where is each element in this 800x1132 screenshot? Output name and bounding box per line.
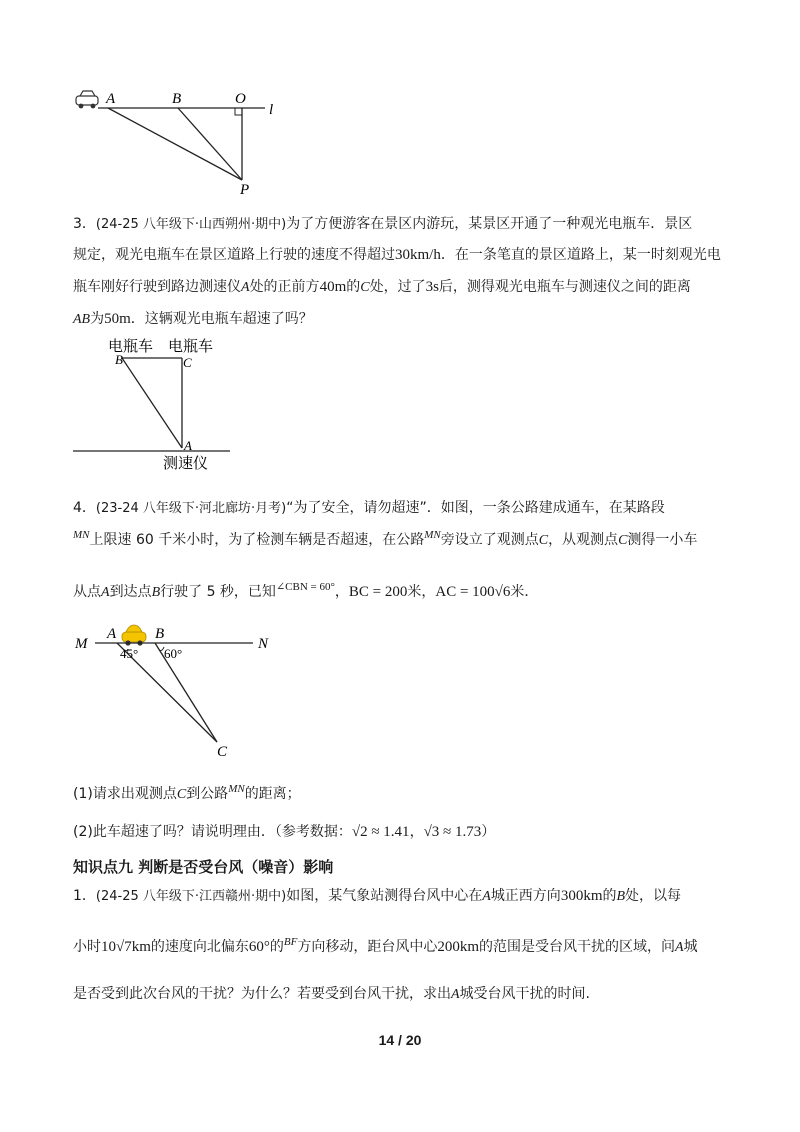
q4-text2b: 旁设立了观测点	[440, 532, 539, 548]
q3-text3b: 处的正前方	[249, 279, 320, 295]
q1-line3	[73, 980, 733, 1009]
fig1-label-o: O	[235, 91, 246, 107]
q1-line2	[73, 933, 733, 962]
q3-time: 3s	[425, 279, 439, 295]
fig2-label-b: B	[115, 352, 123, 367]
q3-line1	[73, 210, 733, 239]
q4-text2d: 测得一小车	[627, 532, 698, 548]
q1-text1a: 如图，某气象站测得台风中心在	[286, 888, 483, 904]
q4-c-1: C	[538, 533, 549, 548]
q3-text2a: 规定，观光电瓶车在景区道路上行驶的速度不得超过	[73, 247, 395, 263]
q1-text1d: 处，以每	[625, 888, 682, 904]
q3-line4	[73, 305, 733, 334]
q4-bc: BC = 200	[348, 584, 408, 600]
q1-a: A	[482, 889, 491, 904]
q1-radius: 200km	[437, 939, 480, 955]
q3-text3e: 后，测得观光电瓶车与测速仪之间的距离	[438, 279, 691, 295]
q4-sub1-mn: MN	[228, 783, 245, 795]
q1-speed: 10√7km	[101, 939, 151, 955]
fig1-label-p: P	[240, 182, 250, 198]
q3-line3	[73, 273, 733, 302]
q1-dist: 300km	[560, 888, 603, 904]
q3-text3a: 瓶车刚好行驶到路边测速仪	[73, 279, 241, 295]
q4-sub1-c: C	[176, 787, 187, 802]
q3-source: (24-25 八年级下·山西朔州·期中)	[95, 217, 287, 232]
fig3-label-n: N	[258, 636, 269, 652]
q4-sub1a: (1)请求出观测点	[73, 786, 177, 802]
q3-text3c: 的	[346, 279, 361, 295]
q3-speed: 30km/h	[395, 247, 441, 263]
q1-text3: 是否受到此次台风的干扰？为什么？若要受到台风干扰，求出	[73, 986, 451, 1002]
q4-line3: 从点A到达点B行驶了 5 秒，已知$^{\angle CBN = 60^\circ}$，BC = 200米，AC = 100√6米．	[73, 581, 539, 600]
q1-source: (24-25 八年级下·江西赣州·期中)	[95, 889, 287, 904]
q4-text3b: 到达点	[109, 584, 152, 600]
fig3-label-a: A	[107, 626, 117, 642]
fig2-label-car1: 电瓶车	[108, 337, 154, 355]
q1-text2c: 的	[269, 939, 284, 955]
q3-point-a: A	[241, 280, 250, 295]
q1-text2e: 的范围是受台风干扰的区域，问	[479, 939, 676, 955]
q1-line1	[73, 882, 733, 911]
q4-sub2a: (2)此车超速了吗？请说明理由．（参考数据：	[73, 824, 352, 840]
q4-text1: “为了安全，请勿超速”．如图，一条公路建成通车，在某路段	[286, 500, 665, 516]
q4-text3c: 行驶了 5 秒，已知	[160, 584, 276, 600]
q1-text1c: 的	[602, 888, 617, 904]
q4-line1	[73, 494, 733, 523]
q3-text2b: ．在一条笔直的景区道路上，某一时刻观光电	[440, 247, 721, 263]
q4-mn-1: MN	[73, 529, 90, 541]
q4-number: 4．	[73, 500, 96, 516]
fig2-label-car2: 电瓶车	[168, 337, 214, 355]
q3-text1: 为了方便游客在景区内游玩，某景区开通了一种观光电瓶车．景区	[286, 216, 693, 232]
q4-b: B	[151, 585, 161, 600]
q3-line2	[73, 241, 733, 269]
q1-b: B	[616, 889, 626, 904]
q1-bf: BF	[283, 936, 298, 948]
q4-angle: ∠CBN = 60°	[275, 581, 335, 593]
q3-number: 3．	[73, 216, 96, 232]
q3-abdist: 50m	[104, 311, 131, 327]
q4-sub1b: 到公路	[186, 786, 229, 802]
fig3-angle-60: 60°	[164, 646, 183, 661]
q4-a: A	[101, 585, 110, 600]
q4-line2	[73, 526, 733, 555]
q4-sub1c: 的距离；	[244, 786, 301, 802]
q1-text1b: 城正西方向	[490, 888, 561, 904]
car-icon	[76, 91, 98, 108]
q1-a-2: A	[675, 940, 684, 955]
figure-speed-camera	[70, 335, 240, 475]
q4-sub1	[73, 780, 733, 809]
fig2-label-c: C	[183, 355, 192, 370]
q1-text2d: 方向移动，距台风中心	[297, 939, 438, 955]
q3-point-c: C	[360, 280, 370, 295]
q3-dist: 40m	[319, 279, 347, 295]
q3-text3d: 处，过了	[369, 279, 426, 295]
q1-text2b: 的速度向北偏东	[150, 939, 249, 955]
q4-mn-2: MN	[424, 529, 441, 541]
q4-sub2b: ）	[481, 824, 496, 840]
figure-road-aop	[70, 85, 290, 198]
page-number: 14 / 20	[378, 1032, 422, 1048]
fig1-label-b: B	[172, 91, 182, 107]
fig1-label-a: A	[106, 91, 116, 107]
fig2-label-a: A	[184, 438, 192, 453]
q4-source: (23-24 八年级下·河北廊坊·月考)	[95, 501, 287, 516]
fig2-label-meter: 测速仪	[163, 454, 209, 472]
q4-sub2	[73, 818, 733, 846]
fig3-label-c: C	[217, 744, 228, 760]
figure-road-mn	[75, 622, 285, 762]
q1-angle: 60°	[248, 939, 270, 955]
q1-number: 1．	[73, 888, 96, 904]
section-heading: 知识点九 判断是否受台风（噪音）影响	[73, 858, 334, 876]
q4-mi1: 米，	[407, 584, 436, 600]
q4-sep: ，	[409, 824, 424, 840]
q4-text2a: 上限速 60 千米小时，为了检测车辆是否超速，在公路	[89, 532, 425, 548]
q4-c-2: C	[618, 533, 628, 548]
q3-ab: AB	[73, 312, 91, 327]
fig3-label-m: M	[75, 636, 88, 652]
q4-text2c: ，从观测点	[548, 532, 619, 548]
q1-a-3: A	[451, 987, 460, 1002]
q4-mi2: 米．	[510, 584, 539, 600]
fig3-angle-45: 45°	[120, 646, 139, 661]
fig1-label-l: l	[269, 102, 274, 118]
q1-text2f: 城	[683, 939, 698, 955]
q4-ac: AC = 100√6	[435, 584, 511, 600]
q1-text3b: 城受台风干扰的时间.	[459, 986, 591, 1002]
fig3-label-b: B	[155, 626, 165, 642]
q4-sqrt3: √3 ≈ 1.73	[423, 824, 482, 840]
q4-sqrt2: √2 ≈ 1.41	[351, 824, 410, 840]
q1-text2a: 小时	[73, 939, 101, 955]
q3-text4b: ．这辆观光电瓶车超速了吗？	[130, 311, 313, 327]
q4-text3a: 从点	[73, 584, 101, 600]
q3-text4a: 为	[90, 311, 105, 327]
